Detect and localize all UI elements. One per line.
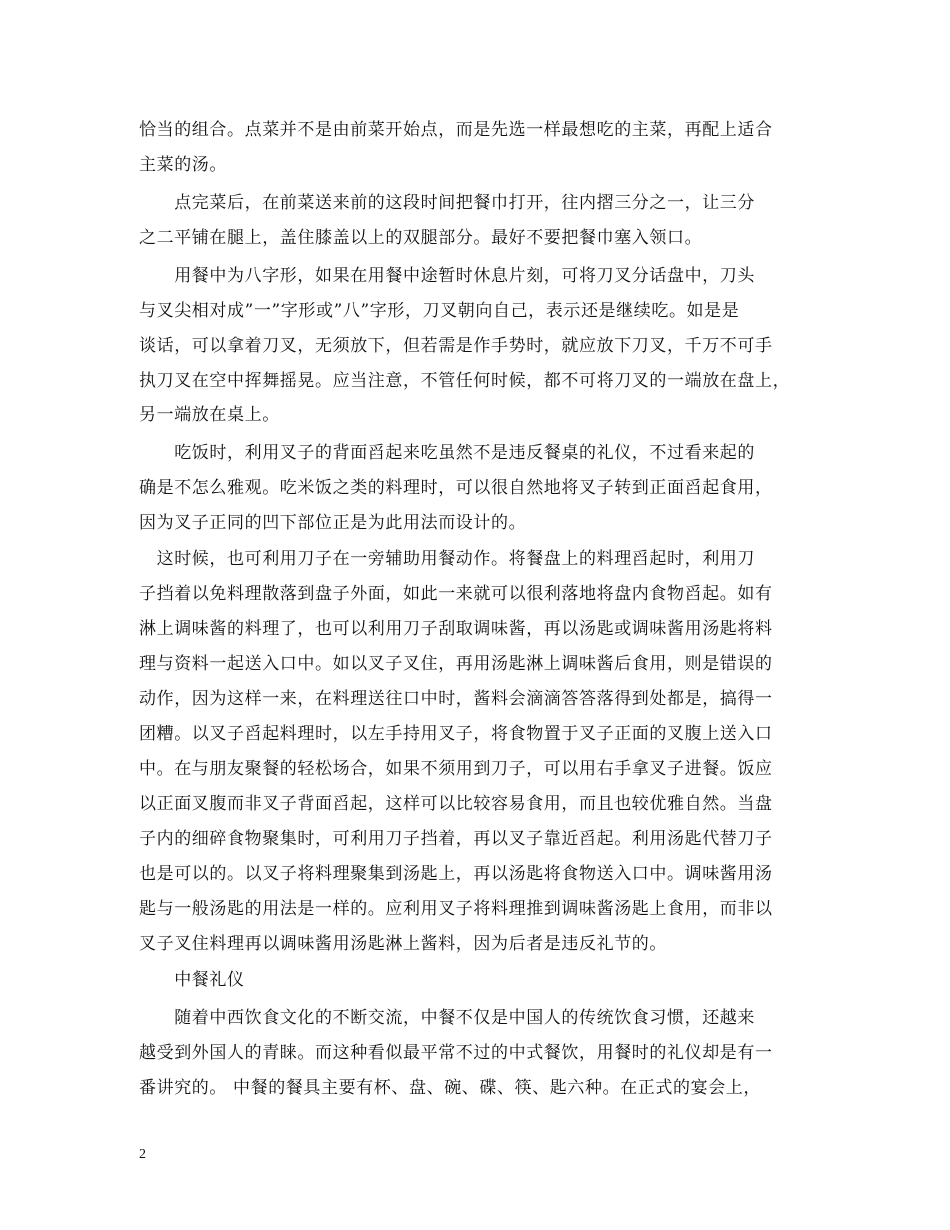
page-number: 2 xyxy=(139,1147,146,1162)
text-line: 匙与一般汤匙的用法是一样的。应利用叉子将料理推到调味酱汤匙上食用，而非以 xyxy=(139,899,773,919)
text-line: 以正面叉腹而非叉子背面舀起，这样可以比较容易食用，而且也较优雅自然。当盘 xyxy=(139,794,773,814)
text-line: 子挡着以免料理散落到盘子外面，如此一来就可以很利落地将盘内食物舀起。如有 xyxy=(139,584,773,604)
text-line: 理与资料一起送入口中。如以叉子叉住，再用汤匙淋上调味酱后食用，则是错误的 xyxy=(139,654,773,674)
text-line: 执刀叉在空中挥舞摇晃。应当注意，不管任何时候，都不可将刀叉的一端放在盘上， xyxy=(139,371,791,391)
text-line: 番讲究的。 中餐的餐具主要有杯、盘、碗、碟、筷、匙六种。在正式的宴会上， xyxy=(139,1078,762,1098)
text-line: 确是不怎么雅观。吃米饭之类的料理时，可以很自然地将叉子转到正面舀起食用， xyxy=(139,478,773,498)
text-line: 团糟。以叉子舀起料理时，以左手持用叉子，将食物置于叉子正面的叉腹上送入口 xyxy=(139,724,773,744)
text-line: 动作，因为这样一来，在料理送往口中时，酱料会滴滴答答落得到处都是，搞得一 xyxy=(139,689,773,709)
text-line: 与叉尖相对成”一”字形或”八”字形，刀叉朝向自己，表示还是继续吃。如是是 xyxy=(139,301,740,321)
text-line: 用餐中为八字形，如果在用餐中途暂时休息片刻，可将刀叉分话盘中，刀头 xyxy=(139,266,755,286)
text-line: 吃饭时，利用叉子的背面舀起来吃虽然不是违反餐桌的礼仪，不过看来起的 xyxy=(139,443,755,463)
text-line: 这时候，也可利用刀子在一旁辅助用餐动作。将餐盘上的料理舀起时，利用刀 xyxy=(139,549,755,569)
text-line: 恰当的组合。点菜并不是由前菜开始点，而是先选一样最想吃的主菜，再配上适合 xyxy=(139,120,773,140)
text-line: 主菜的汤。 xyxy=(139,155,227,175)
text-line: 谈话，可以拿着刀叉，无须放下，但若需是作手势时，就应放下刀叉，千万不可手 xyxy=(139,336,773,356)
text-line: 也是可以的。以叉子将料理聚集到汤匙上，再以汤匙将食物送入口中。调味酱用汤 xyxy=(139,864,773,884)
text-line: 子内的细碎食物聚集时，可利用刀子挡着，再以叉子靠近舀起。利用汤匙代替刀子 xyxy=(139,829,773,849)
text-line: 越受到外国人的青睐。而这种看似最平常不过的中式餐饮，用餐时的礼仪却是有一 xyxy=(139,1043,773,1063)
text-line: 之二平铺在腿上，盖住膝盖以上的双腿部分。最好不要把餐巾塞入领口。 xyxy=(139,228,703,248)
text-line: 另一端放在桌上。 xyxy=(139,405,280,425)
text-line: 因为叉子正同的凹下部位正是为此用法而设计的。 xyxy=(139,513,527,533)
text-line: 淋上调味酱的料理了，也可以利用刀子刮取调味酱，再以汤匙或调味酱用汤匙将料 xyxy=(139,619,773,639)
text-line: 叉子叉住料理再以调味酱用汤匙淋上酱料，因为后者是违反礼节的。 xyxy=(139,934,667,954)
text-line: 随着中西饮食文化的不断交流，中餐不仅是中国人的传统饮食习惯，还越来 xyxy=(139,1008,755,1028)
text-line: 中。在与朋友聚餐的轻松场合，如果不须用到刀子，可以用右手拿叉子进餐。饭应 xyxy=(139,759,773,779)
text-line: 点完菜后，在前菜送来前的这段时间把餐巾打开，往内摺三分之一，让三分 xyxy=(139,193,755,213)
section-heading: 中餐礼仪 xyxy=(139,970,245,990)
